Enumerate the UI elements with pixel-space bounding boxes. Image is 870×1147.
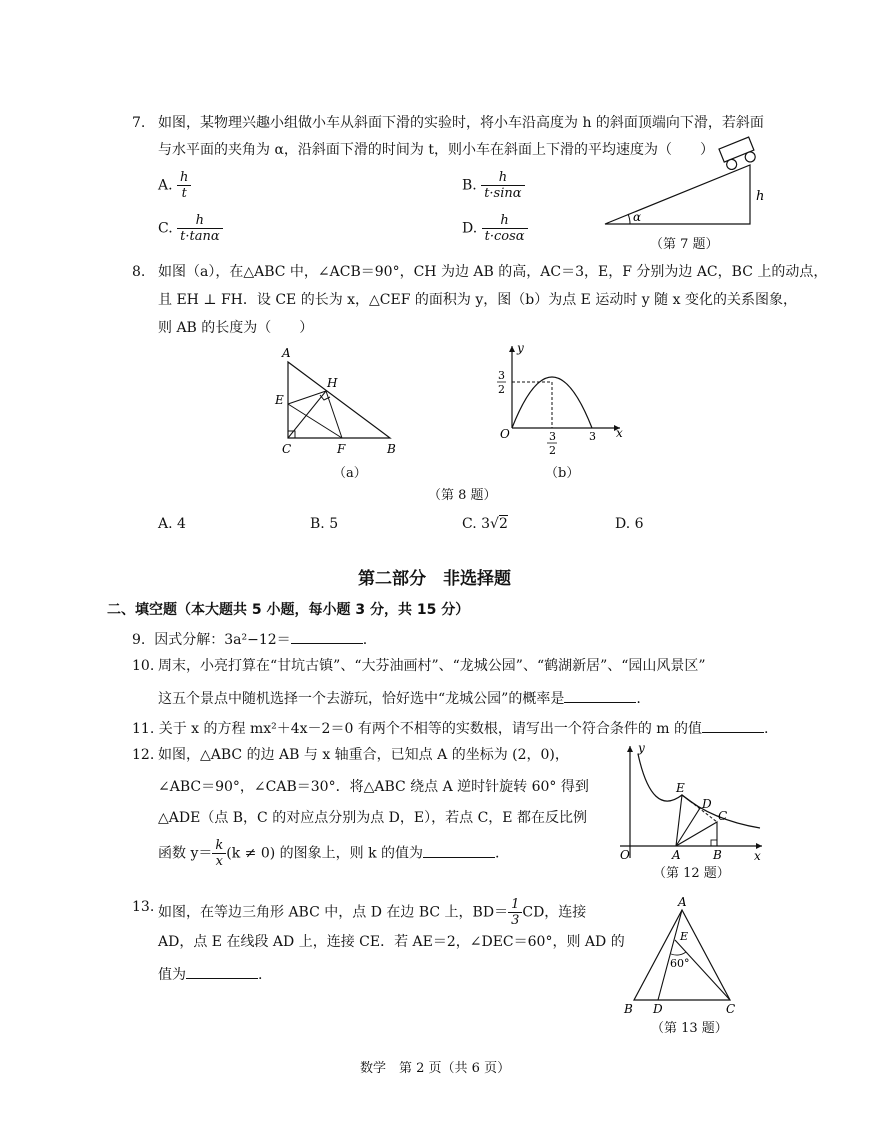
svg-text:D: D [702, 797, 712, 811]
q13-number: 13. [132, 899, 155, 915]
svg-text:2: 2 [549, 444, 556, 457]
q7-line2: 与水平面的夹角为 α，沿斜面下滑的时间为 t，则小车在斜面上下滑的平均速度为（ ） [158, 142, 714, 158]
q11: 11. 关于 x 的方程 mx²＋4x－2＝0 有两个不相等的实数根，请写出一个符合条件的 m 的值 . [132, 716, 768, 739]
svg-text:E: E [275, 393, 284, 407]
svg-text:3: 3 [549, 430, 556, 443]
svg-text:3: 3 [498, 369, 505, 382]
svg-text:B: B [387, 442, 396, 456]
q8-line1: 如图（a），在△ABC 中，∠ACB＝90°，CH 为边 AB 的高，AC＝3，E，F 分别为边 AC，BC 上的动点， [158, 264, 828, 280]
cart-icon [719, 137, 758, 171]
svg-text:O: O [500, 427, 510, 441]
q7-option-a: A. $\frac{h}{t}$ [158, 170, 191, 201]
svg-text:C: C [718, 809, 728, 823]
section2-title: 二、填空题（本大题共 5 小题，每小题 3 分，共 15 分） [107, 602, 470, 618]
h-label: h [756, 189, 765, 204]
q12-line2: ∠ABC＝90°，∠CAB＝30°．将△ABC 绕点 A 逆时针旋转 60° 得到 [158, 779, 589, 795]
q12-caption: （第 12 题） [653, 866, 730, 881]
q8-option-d: D. 6 [615, 516, 644, 532]
svg-text:C: C [282, 442, 292, 456]
q8-caption-a: （a） [333, 466, 367, 481]
alpha-label: α [633, 210, 642, 224]
q8-figure-b [490, 338, 630, 458]
svg-text:A: A [678, 896, 687, 909]
q7-line1: 如图，某物理兴趣小组做小车从斜面下滑的实验时，将小车沿高度为 h 的斜面顶端向下滑，若斜面 [158, 115, 764, 131]
q7-number: 7. [132, 115, 146, 131]
q10-answer-blank[interactable] [564, 686, 636, 703]
page-footer: 数学 第 2 页（共 6 页） [360, 1061, 511, 1076]
q9: 9. 因式分解：3a²−12＝ . [132, 627, 367, 650]
q12-line1: 如图，△ABC 的边 AB 与 x 轴重合，已知点 A 的坐标为 (2，0)， [158, 747, 569, 763]
q10-line1: 周末，小亮打算在“甘坑古镇”、“大芬油画村”、“龙城公园”、“鹤湖新居”、“园山风景区” [158, 658, 706, 674]
svg-text:A: A [282, 346, 291, 360]
q12-line3: △ADE（点 B，C 的对应点分别为点 D，E），若点 C，E 都在反比例 [158, 810, 587, 826]
part2-title: 第二部分 非选择题 [358, 569, 511, 589]
q12-figure [612, 738, 770, 868]
q10-line2: 这五个景点中随机选择一个去游玩，恰好选中“龙城公园”的概率是 . [158, 686, 641, 709]
q12-answer-blank[interactable] [423, 841, 495, 858]
q11-answer-blank[interactable] [702, 716, 764, 733]
svg-text:D: D [653, 1002, 663, 1016]
q8-line2: 且 EH ⊥ FH．设 CE 的长为 x，△CEF 的面积为 y，图（b）为点 E 运动时 y 随 x 变化的关系图象， [158, 292, 797, 308]
q8-line3: 则 AB 的长度为（ ） [158, 320, 314, 336]
q10-number: 10. [132, 658, 155, 674]
svg-text:2: 2 [498, 383, 505, 396]
svg-text:60°: 60° [670, 957, 690, 970]
svg-text:x: x [754, 849, 761, 863]
q8-number: 8. [132, 264, 146, 280]
q13-figure [618, 896, 758, 1018]
svg-text:E: E [680, 930, 689, 943]
q13-answer-blank[interactable] [186, 962, 258, 979]
q8-figure-a [270, 340, 410, 460]
svg-text:3: 3 [589, 430, 596, 443]
svg-text:y: y [638, 741, 645, 755]
q7-caption: （第 7 题） [650, 237, 719, 252]
svg-text:x: x [616, 426, 623, 440]
q13-line2: AD，点 E 在线段 AD 上，连接 CE．若 AE＝2，∠DEC＝60°，则 AD 的 [158, 934, 625, 950]
q13-line3: 值为 . [158, 962, 262, 985]
svg-text:H: H [327, 376, 338, 390]
q9-answer-blank[interactable] [291, 627, 363, 644]
q12-number: 12. [132, 747, 155, 763]
svg-text:E: E [676, 781, 685, 795]
q8-option-a: A. 4 [158, 516, 186, 532]
q8-caption: （第 8 题） [428, 488, 497, 503]
svg-text:B: B [624, 1002, 633, 1016]
svg-text:O: O [620, 848, 630, 862]
svg-text:y: y [517, 341, 524, 355]
q7-option-c: C. $\frac{h}{t\cdot\tan\alpha}$ [158, 213, 223, 244]
q7-option-b: B. $\frac{h}{t\cdot\sin\alpha}$ [462, 170, 525, 201]
q8-option-c: C. 3√2 [462, 516, 508, 532]
q12-line4: 函数 y＝ $\frac{k}{x}$ (k ≠ 0) 的图象上，则 k 的值为 . [158, 838, 500, 869]
svg-text:A: A [672, 848, 681, 862]
q13-caption: （第 13 题） [651, 1021, 728, 1036]
q7-option-d: D. $\frac{h}{t\cdot\cos\alpha}$ [462, 213, 528, 244]
svg-text:F: F [337, 442, 346, 456]
q13-line1: 如图，在等边三角形 ABC 中，点 D 在边 BC 上，BD＝ $\frac{1}{3}$ CD，连接 [158, 897, 587, 928]
q8-caption-b: （b） [545, 466, 580, 481]
svg-text:B: B [713, 848, 722, 862]
q8-option-b: B. 5 [310, 516, 339, 532]
q7-figure [600, 132, 775, 232]
svg-text:C: C [726, 1002, 736, 1016]
incline-triangle [605, 165, 750, 224]
